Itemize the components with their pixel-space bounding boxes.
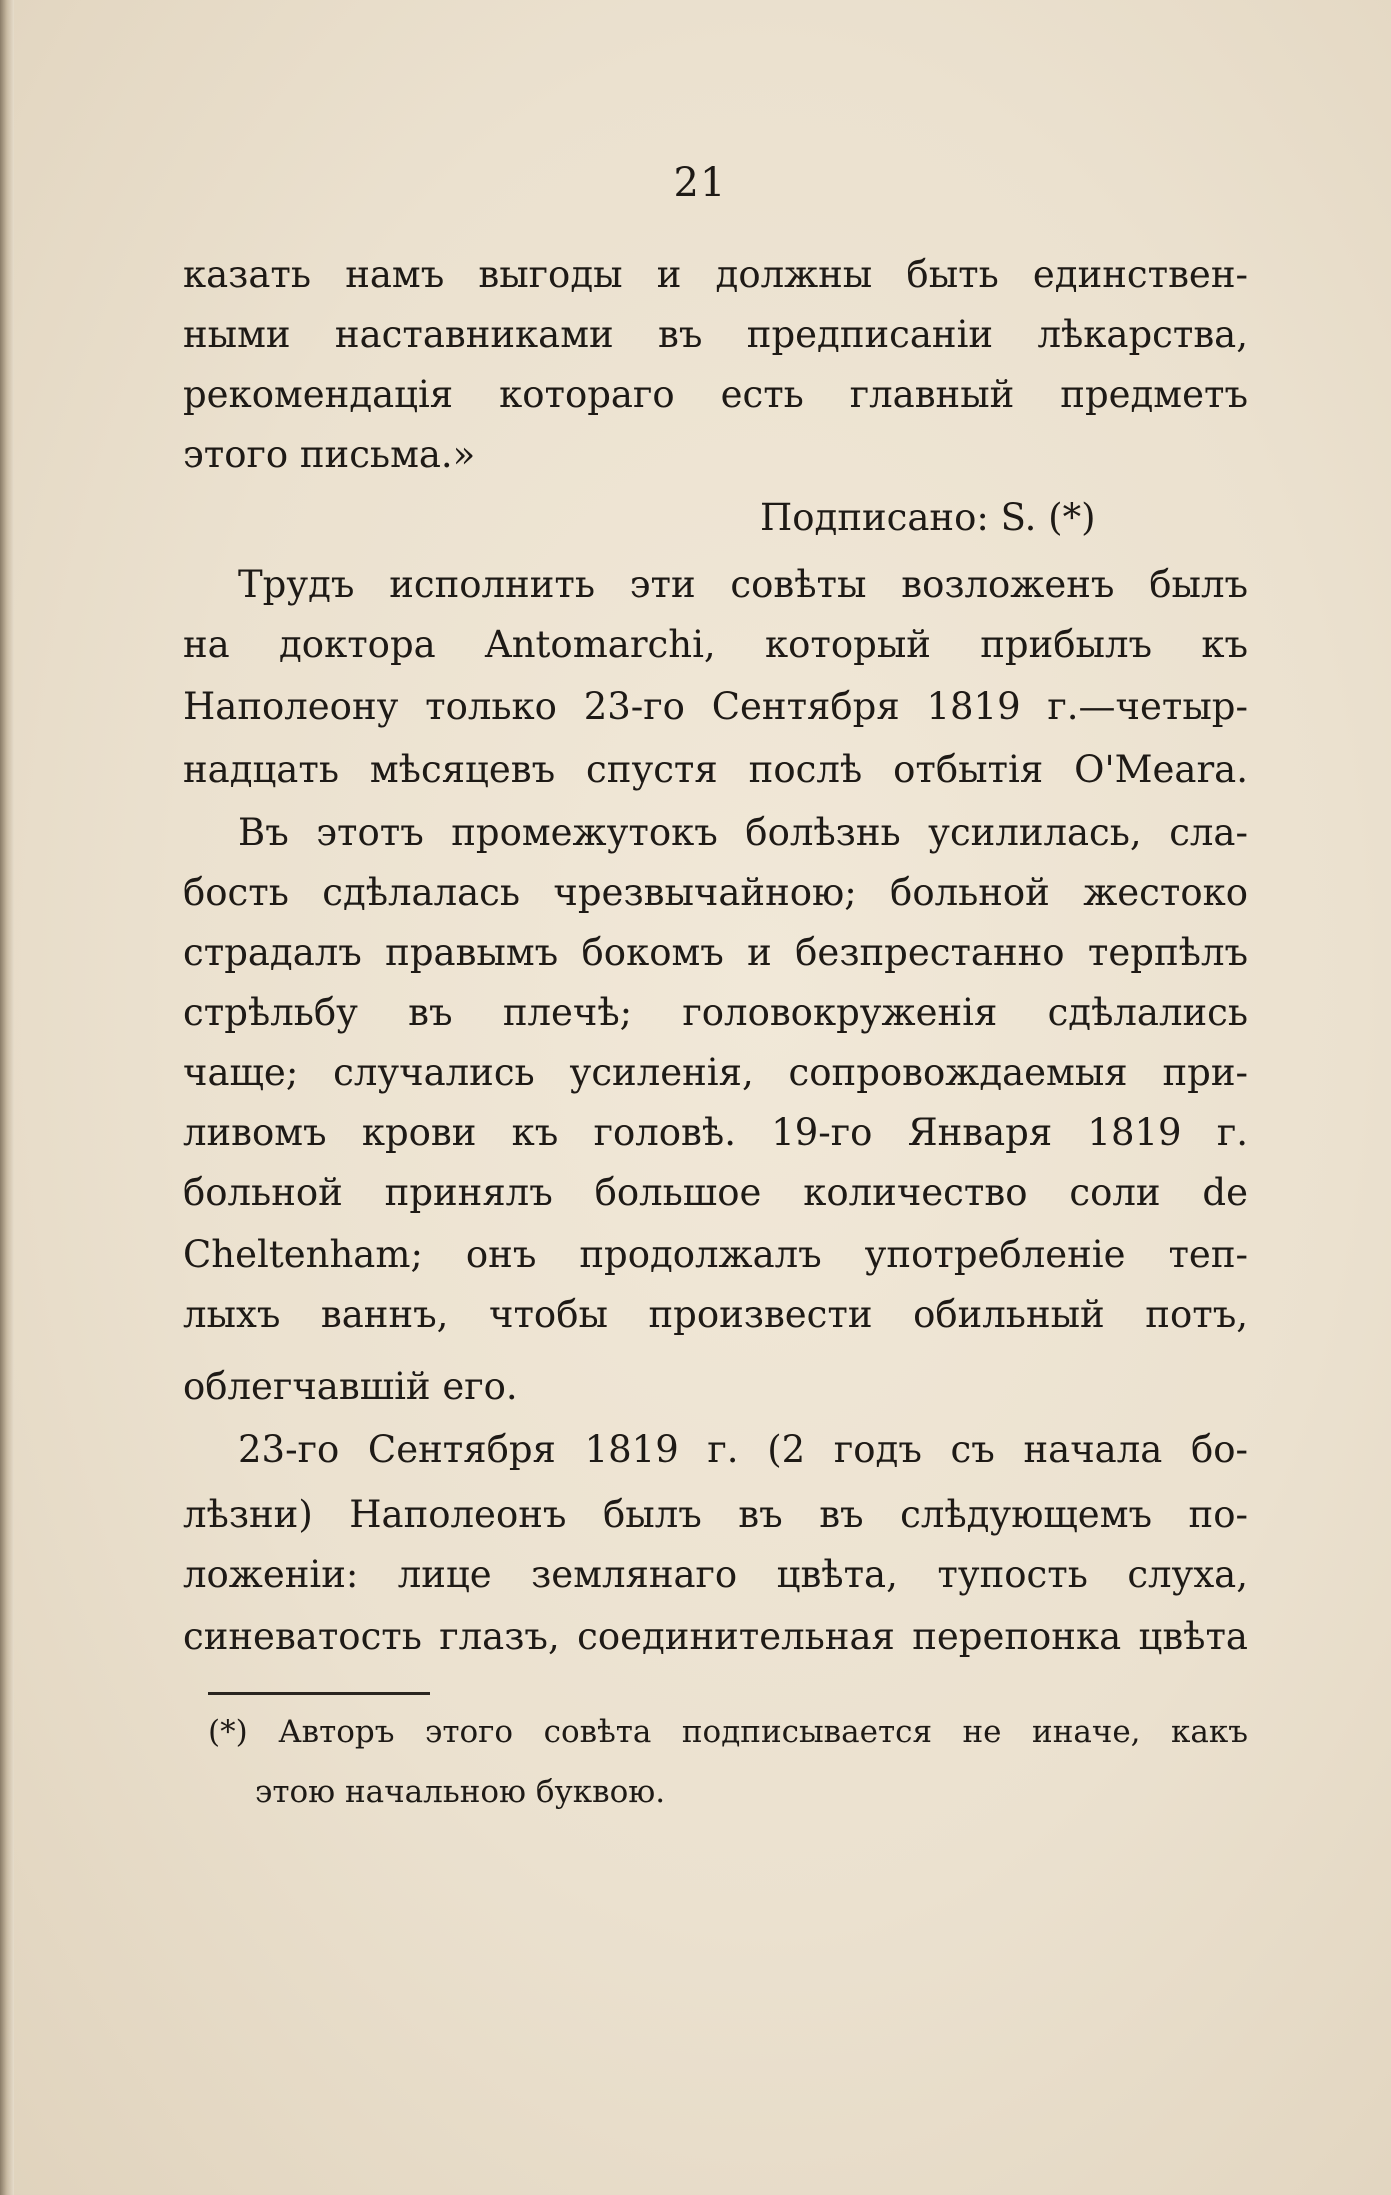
text-line: ными наставниками въ предписанiи лѣкарства, xyxy=(183,313,1248,356)
text-line: ливомъ крови къ головѣ. 19-го Января 1819 г. xyxy=(183,1111,1248,1154)
text-line: на доктора Antomarchi, который прибылъ къ xyxy=(183,623,1248,666)
text-line: бость сдѣлалась чрезвычайною; больной жестоко xyxy=(183,871,1248,914)
text-line: стрѣльбу въ плечѣ; головокруженiя сдѣлались xyxy=(183,991,1248,1034)
footnote-line: этою начальною буквою. xyxy=(255,1774,666,1810)
text-line: больной принялъ большое количество соли de xyxy=(183,1171,1248,1214)
text-line: этого письма.» xyxy=(183,433,476,476)
footnote-line: (*) Авторъ этого совѣта подписывается не иначе, какъ xyxy=(208,1714,1248,1750)
text-line: надцать мѣсяцевъ спустя послѣ отбытiя O'Meara. xyxy=(183,748,1248,791)
text-line: 23-го Сентября 1819 г. (2 годъ съ начала бо- xyxy=(238,1428,1248,1471)
text-line: страдалъ правымъ бокомъ и безпрестанно терпѣлъ xyxy=(183,931,1248,974)
footnote-rule xyxy=(208,1692,430,1695)
text-line: Наполеону только 23-го Сентября 1819 г.—четыр- xyxy=(183,685,1248,728)
text-line: облегчавшiй его. xyxy=(183,1365,518,1408)
text-line: рекомендацiя котораго есть главный предметъ xyxy=(183,373,1248,416)
text-line: Въ этотъ промежутокъ болѣзнь усилилась, сла- xyxy=(238,811,1248,854)
text-line: лыхъ ваннъ, чтобы произвести обильный потъ, xyxy=(183,1293,1248,1336)
text-line: чаще; случались усиленiя, сопровождаемыя при- xyxy=(183,1051,1248,1094)
text-line: Трудъ исполнить эти совѣты возложенъ былъ xyxy=(238,563,1248,606)
text-line: лѣзни) Наполеонъ былъ въ въ слѣдующемъ по- xyxy=(183,1493,1248,1536)
text-line: синеватость глазъ, соединительная перепонка цвѣта xyxy=(183,1615,1248,1658)
page-number: 21 xyxy=(673,160,727,206)
text-line: Cheltenham; онъ продолжалъ употребленie теп- xyxy=(183,1233,1248,1276)
page-spine-edge xyxy=(0,0,14,2195)
signature-line: Подписано: S. (*) xyxy=(760,496,1096,539)
text-line: казать намъ выгоды и должны быть единствен- xyxy=(183,253,1248,296)
text-line: ложенiи: лице землянаго цвѣта, тупость слуха, xyxy=(183,1553,1248,1596)
